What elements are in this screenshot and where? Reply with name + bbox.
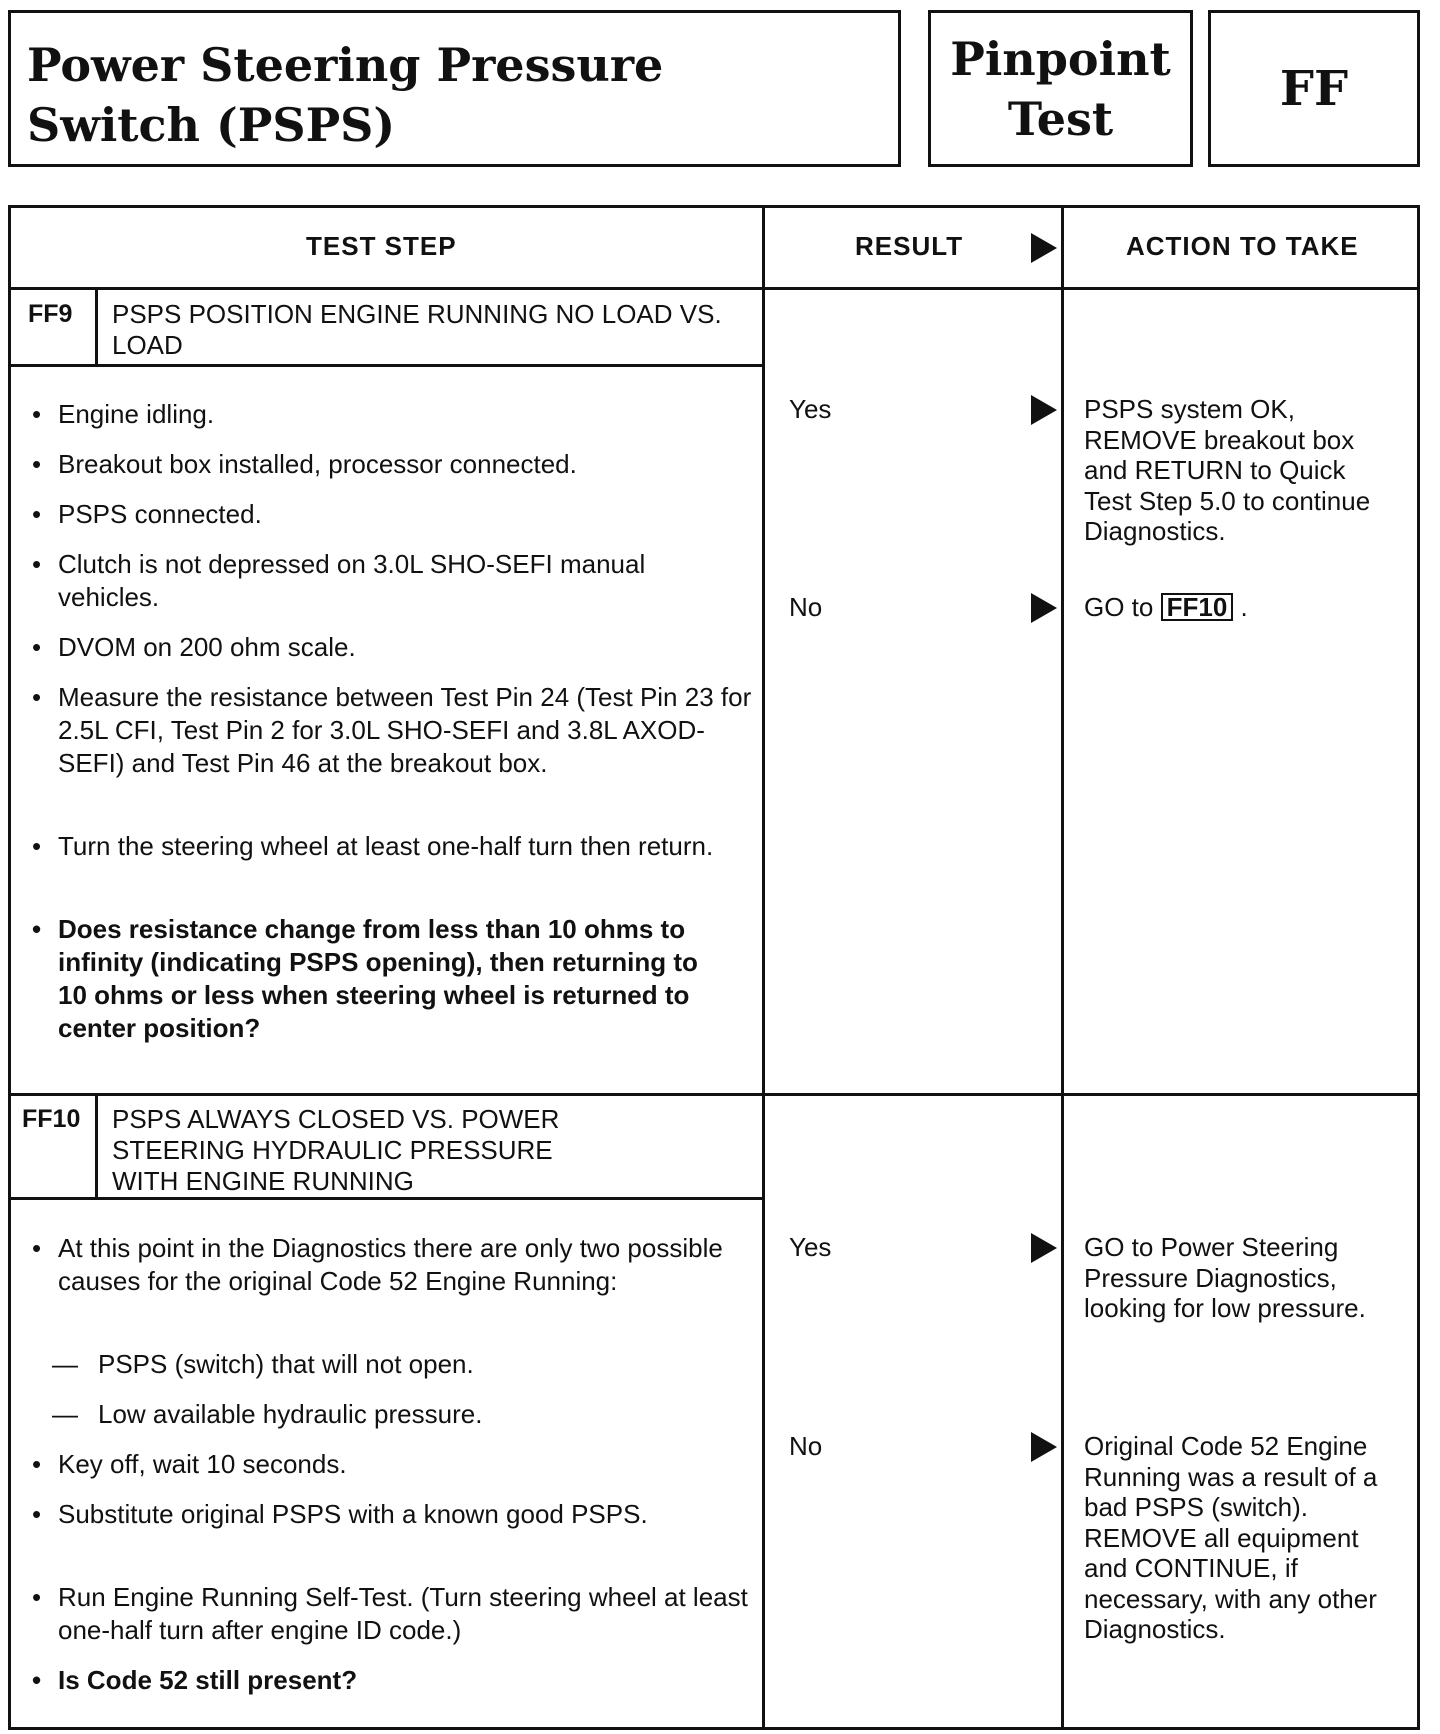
col-head-test-step: TEST STEP [306, 231, 457, 261]
step-bullet: • DVOM on 200 ohm scale. [32, 632, 356, 662]
title-line-2: Switch (PSPS) [27, 98, 396, 152]
pinpoint-test-label: Pinpoint Test [950, 31, 1171, 146]
arrow-icon [1031, 593, 1057, 623]
arrow-icon [1031, 1432, 1057, 1462]
result-no: No [789, 592, 823, 622]
step-bullet: • Measure the resistance between Test Pin 24 (Test Pin 23 for 2.5L CFI, Test Pin 2 for 3.0L SHO-SEFI and 3.8L AXOD-SEFI) and Test Pin 46 at the breakout box. [32, 682, 752, 778]
arrow-icon [1031, 233, 1057, 263]
step-code-divider [95, 1094, 98, 1198]
action-no-suffix: . [1240, 592, 1248, 622]
page-title [27, 35, 663, 155]
col-head-action: ACTION TO TAKE [1126, 231, 1359, 261]
pinpoint-test-box [928, 10, 1193, 167]
step-separator [11, 1093, 1417, 1096]
title-line-1: Power Steering Pressure [27, 38, 664, 92]
action-no [1084, 592, 1394, 623]
step-code-divider [95, 288, 98, 365]
arrow-icon [1031, 1233, 1057, 1263]
step-title: PSPS POSITION ENGINE RUNNING NO LOAD VS. LOAD [112, 299, 722, 360]
step-bullet: • Engine idling. [32, 399, 215, 429]
test-code-box [1208, 10, 1420, 167]
divider-step-result [762, 208, 765, 1727]
step-code: FF9 [28, 300, 73, 328]
result-yes: Yes [789, 1232, 832, 1262]
step-bullet: • Clutch is not depressed on 3.0L SHO-SEFI manual vehicles. [32, 549, 646, 612]
test-table [8, 205, 1420, 1730]
step-title: PSPS ALWAYS CLOSED VS. POWER STEERING HYDRAULIC PRESSURE WITH ENGINE RUNNING [112, 1104, 560, 1196]
step-bullet: • Breakout box installed, processor connected. [32, 449, 577, 479]
step-ref-ff10[interactable]: FF10 [1161, 593, 1234, 621]
step-sub-bullet: — Low available hydraulic pressure. [52, 1399, 483, 1429]
step-bullet: • Turn the steering wheel at least one-half turn then return. [32, 831, 714, 861]
result-no: No [789, 1431, 823, 1461]
result-yes: Yes [789, 394, 832, 424]
step-code: FF10 [22, 1105, 81, 1133]
step-bullet: • PSPS connected. [32, 499, 262, 529]
action-no: Original Code 52 Engine Running was a result of a bad PSPS (switch). REMOVE all equipment and CONTINUE, if necessary, with any other Diagnostics. [1084, 1431, 1378, 1644]
step-title-underline [11, 1197, 762, 1200]
step-bullet: • Key off, wait 10 seconds. [32, 1449, 347, 1479]
col-head-result: RESULT [855, 231, 964, 261]
step-title-underline [11, 364, 762, 367]
test-code: FF [1279, 60, 1349, 117]
action-no-prefix: GO to [1084, 592, 1154, 622]
action-yes: PSPS system OK, REMOVE breakout box and RETURN to Quick Test Step 5.0 to continue Diagnostics. [1084, 394, 1371, 546]
step-bullet: • Substitute original PSPS with a known good PSPS. [32, 1499, 648, 1529]
title-box [8, 10, 901, 167]
step-question: • Is Code 52 still present? [32, 1665, 358, 1695]
step-bullet: • Run Engine Running Self-Test. (Turn steering wheel at least one-half turn after engine ID code.) [32, 1582, 748, 1645]
arrow-icon [1031, 395, 1057, 425]
step-question: • Does resistance change from less than 10 ohms to infinity (indicating PSPS opening), then returning to 10 ohms or less when steering wheel is returned to center position? [32, 914, 698, 1043]
divider-result-action [1061, 208, 1064, 1727]
action-yes: GO to Power Steering Pressure Diagnostics, looking for low pressure. [1084, 1232, 1366, 1323]
step-bullet: • At this point in the Diagnostics there are only two possible causes for the original Code 52 Engine Running: [32, 1233, 723, 1296]
step-sub-bullet: — PSPS (switch) that will not open. [52, 1349, 474, 1379]
header-row-divider [11, 287, 1417, 290]
